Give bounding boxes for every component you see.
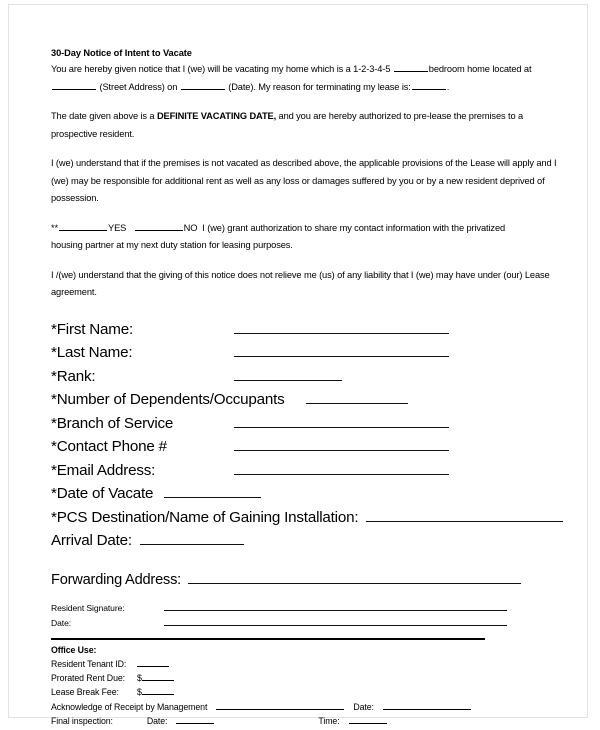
authorization-asterisks: **: [51, 222, 58, 233]
field-row-email-address: [51, 457, 563, 481]
field-input-branch-of-service[interactable]: [234, 410, 449, 428]
field-label-branch-of-service: *Branch of Service: [51, 414, 174, 432]
field-label-dependents: *Number of Dependents/Occupants: [51, 391, 285, 408]
field-row-forwarding-address: [51, 566, 563, 590]
field-label-rank: *Rank:: [51, 367, 96, 385]
field-label-arrival-date: Arrival Date:: [51, 532, 132, 549]
field-input-pcs-destination[interactable]: [366, 504, 563, 522]
field-input-signature-date[interactable]: [164, 614, 507, 626]
field-row-first-name: [51, 316, 563, 340]
field-row-contact-phone: [51, 433, 563, 457]
document-sheet: [51, 47, 563, 729]
field-row-date-of-vacate: [51, 480, 563, 504]
field-label-resident-tenant-id: Resident Tenant ID:: [51, 658, 127, 669]
definite-after-text: and you are hereby authorized to pre-lease the premises to a prospective resident.: [51, 111, 524, 139]
field-input-final-inspection-date[interactable]: [176, 714, 214, 724]
currency-symbol-lease-break: $: [137, 687, 142, 698]
field-label-acknowledge-date: Date:: [353, 701, 374, 712]
field-row-pcs-destination: [51, 504, 563, 528]
field-label-acknowledge-receipt: Acknowledge of Receipt by Management: [51, 701, 208, 712]
reason-blank[interactable]: [412, 80, 446, 90]
field-label-final-inspection-date: Date:: [146, 716, 168, 727]
office-use-section: [51, 643, 563, 729]
field-input-prorated-rent-due[interactable]: [142, 671, 174, 681]
field-row-final-inspection: [51, 714, 563, 728]
field-label-contact-phone: *Contact Phone #: [51, 438, 167, 455]
office-use-title: Office Use:: [51, 644, 97, 655]
resident-information-fields: [51, 316, 563, 551]
field-row-signature-date: [51, 614, 563, 629]
field-input-resident-signature[interactable]: [164, 599, 507, 611]
authorization-text: I (we) grant authorization to share my contact information with the privatized housing partner at my next duty station for leasing purposes.: [51, 222, 506, 250]
field-input-dependents[interactable]: [306, 386, 408, 404]
field-input-first-name[interactable]: [234, 316, 449, 334]
field-label-last-name: *Last Name:: [51, 344, 133, 361]
authorization-yes-blank[interactable]: [59, 221, 107, 231]
field-label-resident-signature: Resident Signature:: [51, 602, 125, 613]
field-input-last-name[interactable]: [234, 339, 449, 357]
field-label-date-of-vacate: *Date of Vacate: [51, 485, 154, 502]
field-input-rank[interactable]: [234, 363, 342, 381]
definite-before-text: The date given above is a: [51, 111, 157, 121]
field-label-forwarding-address: Forwarding Address:: [51, 571, 182, 588]
intro-text-d: (Date). My reason for terminating my lease is:: [225, 81, 411, 92]
non-vacate-liability-paragraph: I (we) understand that if the premises is not vacated as described above, the applicable provisions of the Lease will apply and I (we) may be responsible for additional rent as well as any loss or damages suffered by you or by a new resident deprived of possession.: [51, 158, 557, 203]
field-input-lease-break-fee[interactable]: [142, 685, 174, 695]
field-label-lease-break-fee: Lease Break Fee:: [51, 687, 119, 698]
field-row-lease-break-fee: [51, 685, 563, 699]
field-input-contact-phone[interactable]: [234, 433, 449, 451]
notice-liability-paragraph: I /(we) understand that the giving of this notice does not relieve me (us) of any liability that I (we) may have under (our) Lease agreement.: [51, 269, 550, 297]
field-input-arrival-date[interactable]: [140, 527, 244, 545]
contact-share-authorization-paragraph: [51, 220, 525, 255]
office-use-divider: [51, 638, 485, 640]
field-row-acknowledge-receipt: [51, 700, 563, 714]
field-label-pcs-destination: *PCS Destination/Name of Gaining Installation:: [51, 508, 359, 526]
field-row-branch-of-service: [51, 410, 563, 434]
field-label-signature-date: Date:: [51, 617, 72, 628]
field-input-final-inspection-time[interactable]: [349, 714, 387, 724]
field-row-dependents: [51, 386, 563, 410]
bedroom-count-blank[interactable]: [394, 62, 428, 72]
vacate-date-blank[interactable]: [181, 80, 225, 90]
field-row-last-name: [51, 339, 563, 363]
field-label-final-inspection-time: Time:: [318, 716, 340, 727]
document-page: [8, 4, 588, 727]
field-row-prorated-rent-due: [51, 671, 563, 685]
authorization-no-label: NO: [183, 222, 198, 233]
field-label-prorated-rent-due: Prorated Rent Due:: [51, 672, 125, 683]
field-row-resident-tenant-id: [51, 657, 563, 671]
field-input-date-of-vacate[interactable]: [164, 480, 261, 498]
field-input-forwarding-address[interactable]: [188, 566, 521, 584]
intro-text-e: .: [446, 81, 450, 92]
street-address-blank[interactable]: [52, 80, 96, 90]
field-input-acknowledge-receipt[interactable]: [216, 700, 344, 710]
intro-paragraph: [51, 61, 563, 96]
definite-vacating-date-emphasis: DEFINITE VACATING DATE,: [156, 111, 277, 121]
definite-vacating-paragraph: [51, 108, 563, 143]
currency-symbol-prorated: $: [137, 672, 142, 683]
field-input-acknowledge-date[interactable]: [383, 700, 471, 710]
authorization-yes-label: YES: [108, 222, 127, 233]
signature-block: [51, 599, 563, 629]
intro-text-a: You are hereby given notice that I (we) will be vacating my home which is a 1-2-3-4-5: [51, 64, 393, 74]
intro-text-b: bedroom home located at: [428, 64, 532, 74]
field-row-arrival-date: [51, 527, 563, 551]
intro-text-c: (Street Address) on: [97, 81, 180, 92]
field-input-email-address[interactable]: [234, 457, 449, 475]
field-input-resident-tenant-id[interactable]: [137, 657, 169, 667]
field-row-rank: [51, 363, 563, 387]
page-title: 30-Day Notice of Intent to Vacate: [51, 48, 192, 58]
field-label-email-address: *Email Address:: [51, 461, 156, 479]
field-row-resident-signature: [51, 599, 563, 614]
field-label-final-inspection: Final inspection:: [51, 716, 113, 727]
authorization-no-blank[interactable]: [135, 221, 183, 231]
field-label-first-name: *First Name:: [51, 320, 133, 338]
